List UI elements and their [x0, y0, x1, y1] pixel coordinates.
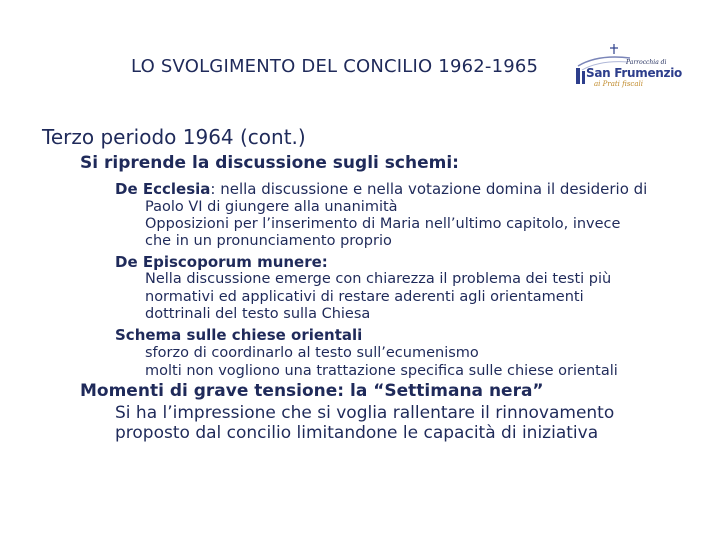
logo-line1: Parrocchia di	[626, 59, 667, 66]
orientali-sub1: sforzo di coordinarlo al testo sull’ecumenismo	[145, 345, 479, 361]
logo-line3: ai Prati fiscali	[594, 80, 643, 88]
episcoporum-sub2: normativi ed applicativi di restare aderenti agli orientamenti	[145, 289, 584, 305]
episcoporum-label: De Episcoporum munere:	[115, 253, 328, 271]
ecclesia-label: De Ecclesia	[115, 180, 211, 198]
ecclesia-sub2: che in un pronunciamento proprio	[145, 233, 392, 249]
orientali-label: Schema sulle chiese orientali	[115, 326, 363, 344]
episcoporum-sub1: Nella discussione emerge con chiarezza il problema dei testi più	[145, 271, 612, 287]
parish-logo	[538, 44, 682, 92]
slide-title: LO SVOLGIMENTO DEL CONCILIO 1962-1965	[131, 56, 539, 77]
logo-line2: San Frumenzio	[586, 66, 682, 80]
ecclesia-text: : nella discussione e nella votazione domina il desiderio di	[210, 180, 648, 198]
ecclesia-sub1: Opposizioni per l’inserimento di Maria nell’ultimo capitolo, invece	[145, 216, 621, 232]
tension-heading: Momenti di grave tensione: la “Settimana nera”	[80, 381, 544, 401]
tension-line1: Si ha l’impressione che si voglia rallentare il rinnovamento	[115, 403, 615, 423]
orientali-sub2: molti non vogliono una trattazione specifica sulle chiese orientali	[145, 363, 618, 379]
ecclesia-line	[115, 180, 647, 198]
intro-line: Si riprende la discussione sugli schemi:	[80, 153, 459, 173]
section-heading: Terzo periodo 1964 (cont.)	[42, 125, 306, 149]
ecclesia-cont: Paolo VI di giungere alla unanimità	[145, 199, 398, 215]
tension-line2: proposto dal concilio limitandone le capacità di iniziativa	[115, 423, 599, 443]
episcoporum-sub3: dottrinali del testo sulla Chiesa	[145, 306, 371, 322]
